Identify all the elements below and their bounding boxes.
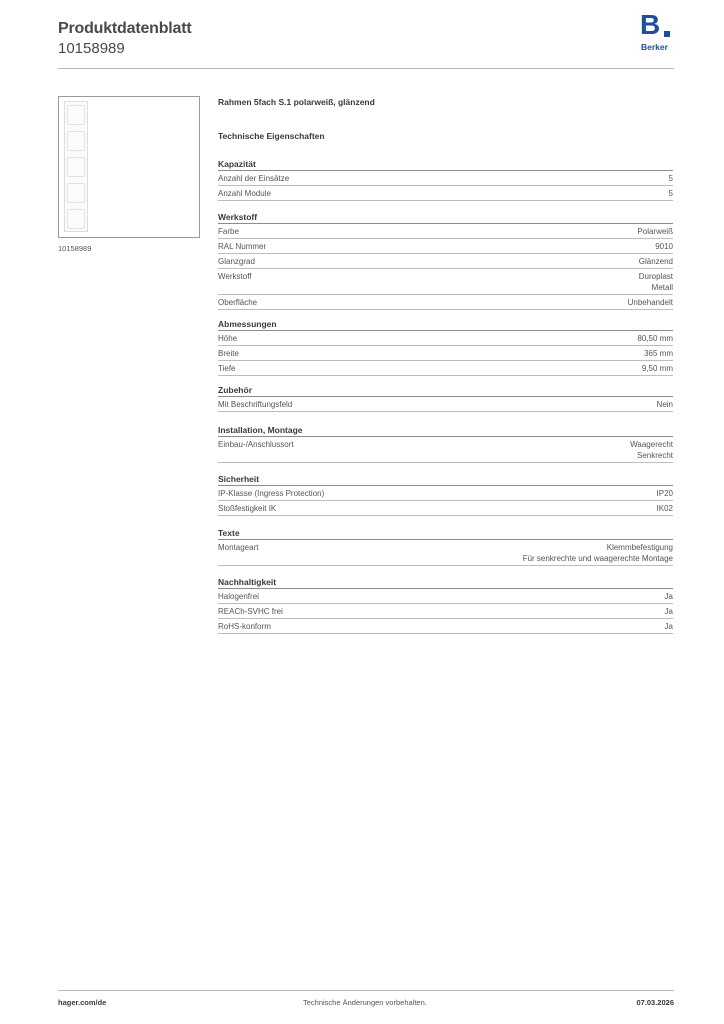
spec-value: 365 mm — [644, 349, 673, 358]
spec-value-group — [637, 333, 673, 344]
logo-wordmark: Berker — [641, 42, 668, 52]
spec-label: Stoßfestigkeit IK — [218, 504, 277, 513]
spec-label: Oberfläche — [218, 298, 258, 307]
spec-section — [218, 384, 673, 412]
spec-row — [218, 239, 673, 254]
spec-label: REACh-SVHC frei — [218, 607, 283, 616]
spec-row — [218, 346, 673, 361]
spec-label: Halogenfrei — [218, 592, 259, 601]
spec-value: IK02 — [656, 504, 673, 513]
spec-row — [218, 295, 673, 310]
spec-value-group — [655, 241, 673, 252]
product-image — [58, 96, 200, 238]
product-number: 10158989 — [58, 40, 125, 57]
footer-disclaimer: Technische Änderungen vorbehalten. — [303, 998, 427, 1007]
spec-value-group — [657, 399, 673, 410]
spec-value-group — [523, 542, 673, 564]
spec-section — [218, 211, 673, 310]
spec-value: Ja — [664, 592, 673, 601]
spec-value: IP20 — [656, 489, 673, 498]
spec-value: Waagerecht — [630, 440, 673, 449]
spec-row — [218, 437, 673, 463]
spec-section — [218, 473, 673, 516]
spec-value: 5 — [668, 174, 673, 183]
section-title: Abmessungen — [218, 318, 673, 331]
spec-row — [218, 604, 673, 619]
section-title: Werkstoff — [218, 211, 673, 224]
footer-date: 07.03.2026 — [636, 998, 674, 1007]
spec-label: Glanzgrad — [218, 257, 255, 266]
logo-letter: B — [640, 9, 661, 40]
spec-value: 9,50 mm — [641, 364, 673, 373]
spec-value-group — [639, 271, 673, 293]
spec-value-group — [657, 488, 673, 499]
spec-value-group — [628, 297, 673, 308]
spec-label: Anzahl Module — [218, 189, 271, 198]
spec-label: Tiefe — [218, 364, 236, 373]
tech-properties-heading: Technische Eigenschaften — [218, 131, 325, 141]
berker-logo — [640, 9, 674, 53]
spec-row — [218, 486, 673, 501]
spec-row — [218, 224, 673, 239]
product-title: Rahmen 5fach S.1 polarweiß, glänzend — [218, 97, 375, 107]
spec-section — [218, 576, 673, 634]
frame-slot-icon — [67, 157, 85, 177]
spec-value-group — [630, 439, 673, 461]
section-title: Zubehör — [218, 384, 673, 397]
spec-row — [218, 171, 673, 186]
spec-value: Duroplast — [638, 272, 673, 281]
spec-section — [218, 527, 673, 566]
spec-label: RoHS-konform — [218, 622, 271, 631]
spec-value-group — [669, 188, 673, 199]
spec-value-group — [665, 606, 673, 617]
spec-value: Nein — [656, 400, 673, 409]
spec-row — [218, 397, 673, 412]
spec-section — [218, 158, 673, 201]
spec-value: Für senkrechte und waagerechte Montage — [522, 554, 673, 563]
spec-label: Montageart — [218, 543, 259, 552]
spec-value: Ja — [664, 607, 673, 616]
footer-website: hager.com/de — [58, 998, 107, 1007]
spec-label: Werkstoff — [218, 272, 252, 281]
frame-slot-icon — [67, 131, 85, 151]
spec-value: Metall — [651, 283, 673, 292]
spec-value: Glänzend — [638, 257, 673, 266]
spec-label: IP-Klasse (Ingress Protection) — [218, 489, 325, 498]
frame-slot-icon — [67, 105, 85, 125]
spec-label: Höhe — [218, 334, 238, 343]
spec-row — [218, 619, 673, 634]
spec-value: 5 — [668, 189, 673, 198]
section-title: Installation, Montage — [218, 424, 673, 437]
spec-section — [218, 424, 673, 463]
header-divider — [58, 68, 674, 69]
spec-row — [218, 361, 673, 376]
spec-value-group — [669, 173, 673, 184]
page-title: Produktdatenblatt — [58, 20, 192, 37]
spec-value-group — [642, 363, 673, 374]
section-title: Nachhaltigkeit — [218, 576, 673, 589]
spec-row — [218, 331, 673, 346]
spec-row — [218, 186, 673, 201]
spec-row — [218, 589, 673, 604]
spec-value-group — [657, 503, 673, 514]
frame-slot-icon — [67, 209, 85, 229]
spec-row — [218, 540, 673, 566]
spec-row — [218, 254, 673, 269]
footer-divider — [58, 990, 674, 991]
spec-value-group — [639, 256, 673, 267]
spec-label: Anzahl der Einsätze — [218, 174, 290, 183]
spec-value-group — [665, 591, 673, 602]
logo-dot-icon — [664, 31, 670, 37]
spec-value-group — [637, 226, 673, 237]
spec-label: Farbe — [218, 227, 239, 236]
spec-value: Klemmbefestigung — [606, 543, 673, 552]
spec-value: 80,50 mm — [637, 334, 673, 343]
spec-row — [218, 501, 673, 516]
frame-illustration — [64, 101, 88, 232]
spec-value: 9010 — [655, 242, 673, 251]
spec-label: RAL Nummer — [218, 242, 267, 251]
spec-value: Ja — [664, 622, 673, 631]
frame-slot-icon — [67, 183, 85, 203]
spec-value-group — [644, 348, 673, 359]
spec-label: Breite — [218, 349, 239, 358]
section-title: Sicherheit — [218, 473, 673, 486]
spec-value: Polarweiß — [637, 227, 673, 236]
spec-value: Senkrecht — [636, 451, 673, 460]
section-title: Kapazität — [218, 158, 673, 171]
spec-section — [218, 318, 673, 376]
spec-row — [218, 269, 673, 295]
spec-value-group — [665, 621, 673, 632]
image-caption: 10158989 — [58, 244, 92, 253]
spec-label: Mit Beschriftungsfeld — [218, 400, 293, 409]
spec-value: Unbehandelt — [627, 298, 673, 307]
section-title: Texte — [218, 527, 673, 540]
spec-label: Einbau-/Anschlussort — [218, 440, 294, 449]
